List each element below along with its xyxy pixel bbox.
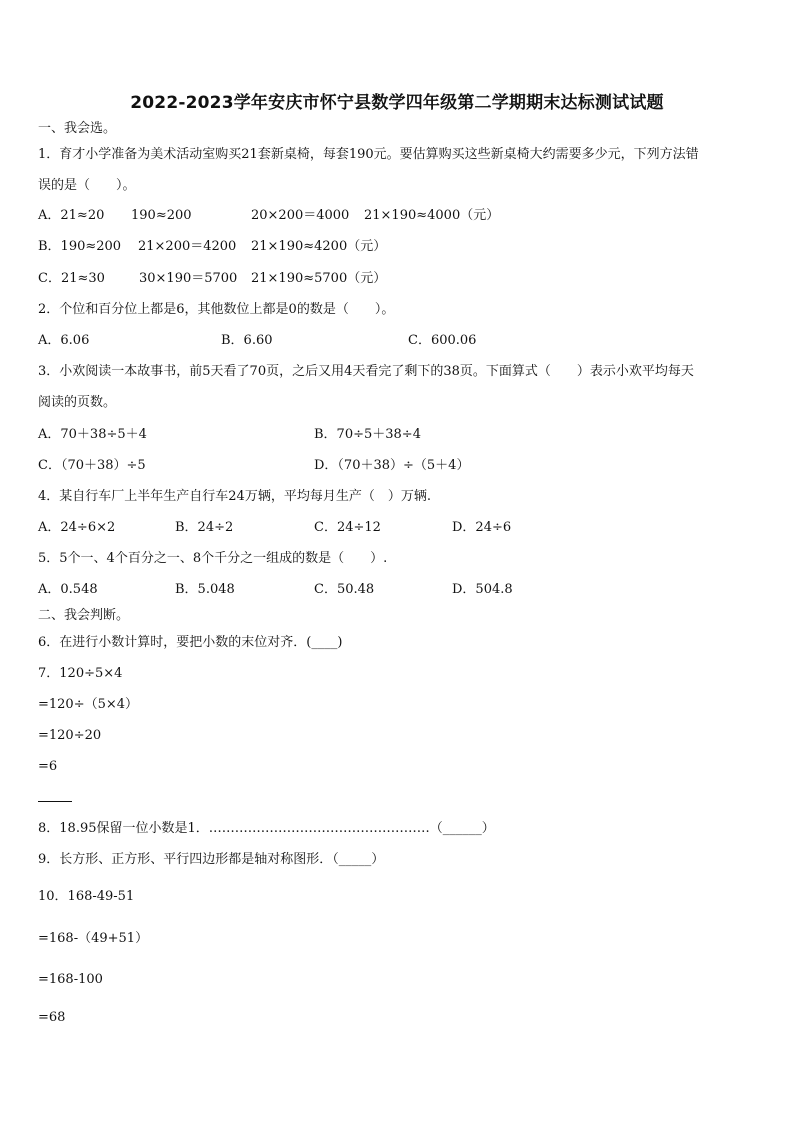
- question-4-option-c[interactable]: C．24÷12: [314, 520, 381, 535]
- option-a-part-4: 21×190≈4000（元）: [364, 208, 500, 223]
- question-1-option-c[interactable]: [38, 270, 758, 288]
- question-3-option-c[interactable]: C．（70＋38）÷5: [38, 458, 146, 473]
- question-1-option-b[interactable]: [38, 238, 758, 256]
- question-2-text: 2．个位和百分位上都是6，其他数位上都是0的数是（ ）。: [38, 302, 395, 317]
- question-5-option-c[interactable]: C．50.48: [314, 582, 375, 597]
- page-title: 2022-2023学年安庆市怀宁县数学四年级第二学期期末达标测试试题: [130, 93, 664, 113]
- question-3-option-a[interactable]: A．70＋38÷5＋4: [38, 427, 147, 442]
- question-10-line-4: =68: [38, 1010, 66, 1025]
- question-7-answer-blank[interactable]: [38, 801, 72, 802]
- question-7-line-4: =6: [38, 759, 58, 774]
- option-c-part-3: 21×190≈5700（元）: [251, 271, 387, 286]
- question-4-text: 4．某自行车厂上半年生产自行车24万辆，平均每月生产（ ）万辆.: [38, 489, 431, 504]
- option-b-part-1: B．190≈200: [38, 239, 122, 254]
- question-1-text: 1．育才小学准备为美术活动室购买21套新桌椅，每套190元。要估算购买这些新桌椅大约需要多少元，下列方法错: [38, 147, 699, 162]
- option-a-part-3: 20×200＝4000: [251, 208, 350, 223]
- question-2-option-b[interactable]: B．6.60: [221, 333, 273, 348]
- question-7-line-3: =120÷20: [38, 728, 102, 743]
- question-4-option-a[interactable]: A．24÷6×2: [38, 520, 116, 535]
- question-5-option-b[interactable]: B．5.048: [175, 582, 235, 597]
- option-b-part-3: 21×190≈4200（元）: [251, 239, 387, 254]
- question-1-option-a[interactable]: [38, 207, 758, 225]
- question-4-option-b[interactable]: B．24÷2: [175, 520, 234, 535]
- question-3-options-row-2: [38, 457, 758, 475]
- question-3-text: 3．小欢阅读一本故事书，前5天看了70页，之后又用4天看完了剩下的38页。下面算式（ ）表示小欢平均每天: [38, 364, 694, 379]
- question-6-text: 6．在进行小数计算时，要把小数的末位对齐．(____): [38, 635, 343, 650]
- question-5-text: 5．5个一、4个百分之一、8个千分之一组成的数是（ ）.: [38, 551, 388, 566]
- question-9-text: 9．长方形、正方形、平行四边形都是轴对称图形．（_____）: [38, 852, 385, 867]
- question-3-option-d[interactable]: D．（70＋38）÷（5＋4）: [314, 458, 470, 473]
- question-1-text-cont: 误的是（ ）。: [38, 178, 136, 193]
- question-2-option-c[interactable]: C．600.06: [408, 333, 477, 348]
- question-10-line-1: 10．168-49-51: [38, 889, 135, 904]
- option-a-part-2: 190≈200: [131, 208, 192, 223]
- question-3-option-b[interactable]: B．70÷5＋38÷4: [314, 427, 421, 442]
- question-10-line-2: =168-（49+51）: [38, 931, 149, 946]
- section-heading-choice: 一、我会选。: [38, 121, 117, 136]
- question-5-options: [38, 581, 758, 599]
- question-7-line-1: 7．120÷5×4: [38, 666, 123, 681]
- option-c-part-1: C．21≈30: [38, 271, 105, 286]
- question-4-option-d[interactable]: D．24÷6: [452, 520, 512, 535]
- question-5-option-d[interactable]: D．504.8: [452, 582, 513, 597]
- question-3-options-row-1: [38, 426, 758, 444]
- option-c-part-2: 30×190＝5700: [139, 271, 238, 286]
- question-2-option-a[interactable]: A．6.06: [38, 333, 90, 348]
- option-a-part-1: A．21≈20: [38, 208, 105, 223]
- section-heading-judge: 二、我会判断。: [38, 608, 130, 623]
- question-10-line-3: =168-100: [38, 972, 103, 987]
- question-7-line-2: =120÷（5×4）: [38, 697, 139, 712]
- option-b-part-2: 21×200＝4200: [138, 239, 237, 254]
- question-4-options: [38, 519, 758, 537]
- question-8-text: 8．18.95保留一位小数是1．……………………………………………（______）: [38, 821, 495, 836]
- question-5-option-a[interactable]: A．0.548: [38, 582, 98, 597]
- question-2-options: [38, 332, 758, 350]
- question-3-text-cont: 阅读的页数。: [38, 395, 117, 410]
